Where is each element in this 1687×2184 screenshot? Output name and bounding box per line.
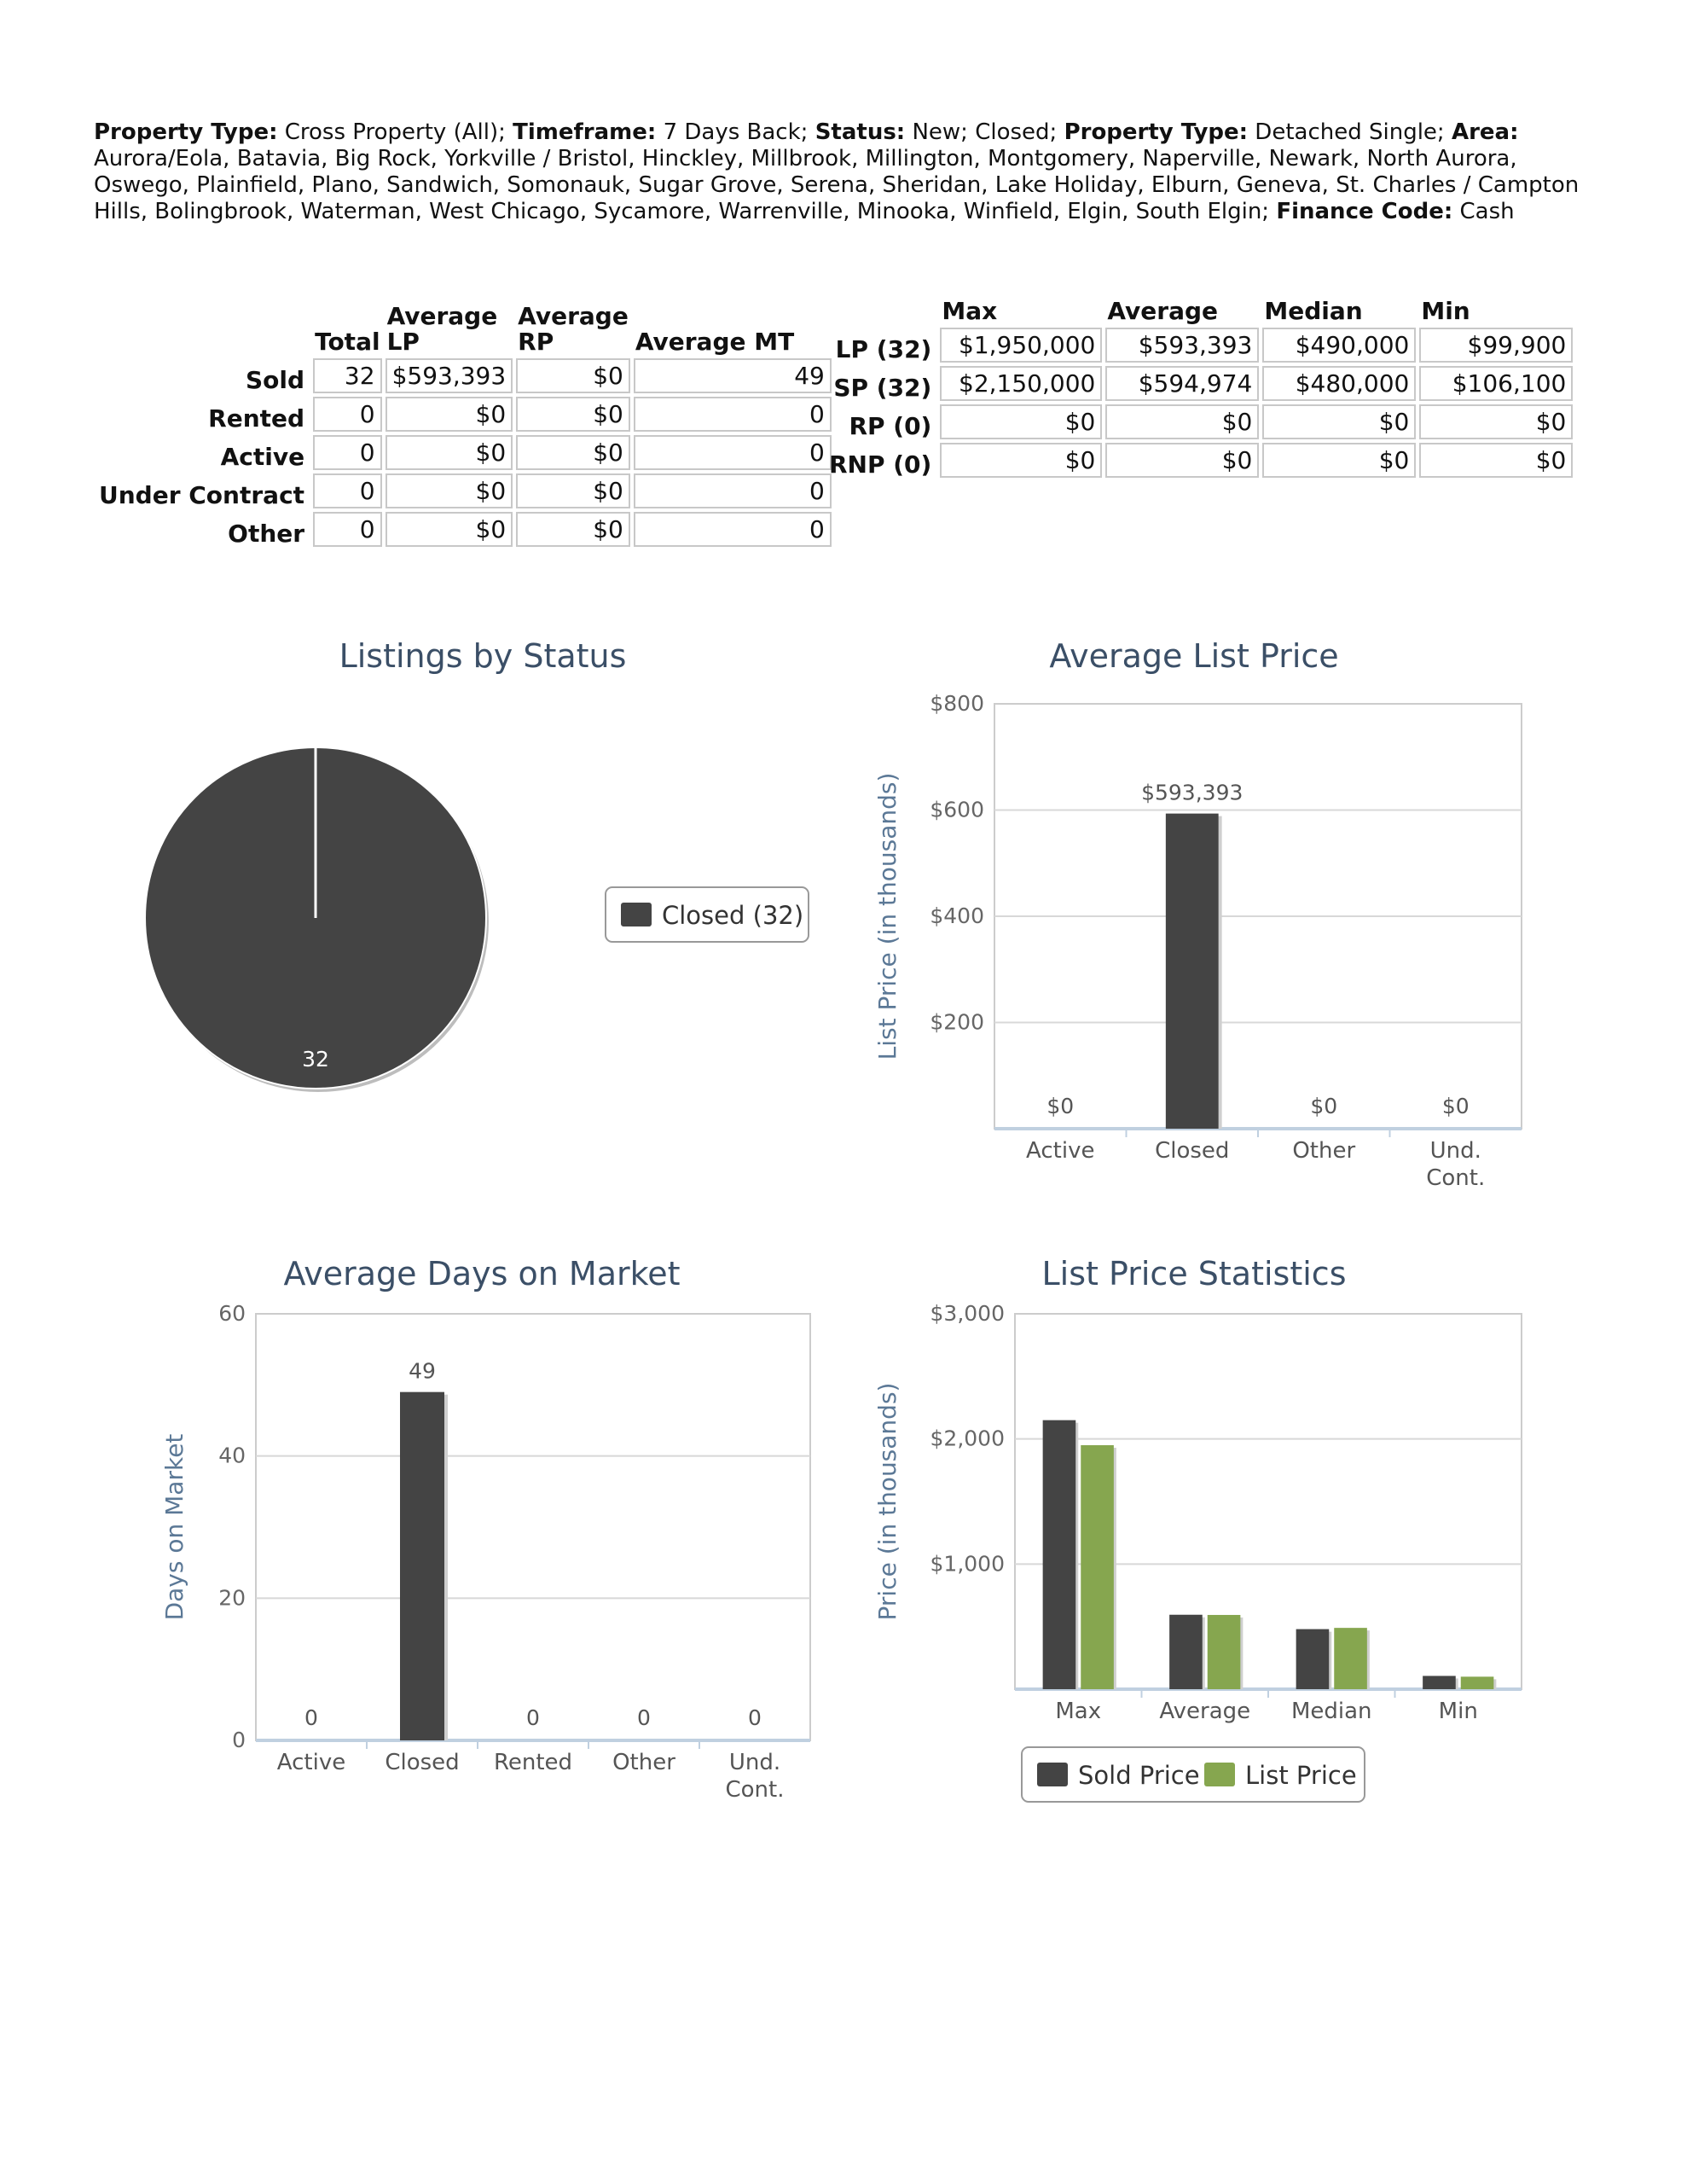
y-tick-label: 20 (218, 1585, 246, 1611)
listings-by-status-chart (119, 631, 836, 1109)
criteria-value: Cross Property (All); (277, 119, 513, 145)
table-cell: $0 (386, 512, 513, 547)
legend-swatch (1037, 1763, 1068, 1786)
table-row (97, 435, 832, 470)
y-tick-label: $600 (930, 797, 984, 822)
x-tick-label: Min (1438, 1699, 1478, 1724)
y-tick-label: $200 (930, 1009, 984, 1035)
bar-list-price (1208, 1615, 1241, 1689)
column-header: Average MT (635, 328, 795, 356)
x-tick-label: Und. Cont. (1426, 1138, 1486, 1191)
data-label: 49 (409, 1358, 436, 1384)
table-cell: $0 (1105, 404, 1259, 439)
criteria-label: Timeframe: (513, 119, 657, 145)
table-row (827, 443, 1573, 478)
bar-list-price (1081, 1445, 1114, 1689)
x-tick-label: Other (612, 1750, 675, 1775)
chart-title: List Price Statistics (1041, 1255, 1347, 1292)
y-tick-label: 0 (232, 1728, 246, 1752)
table-cell: 0 (313, 397, 382, 432)
table-cell: $0 (1419, 443, 1573, 478)
x-tick-label: Active (276, 1750, 346, 1775)
table-cell: 49 (634, 358, 832, 393)
table-cell: 0 (634, 473, 832, 508)
criteria-value: Cash (1452, 199, 1515, 224)
table-row (827, 366, 1573, 401)
data-label: 0 (748, 1705, 762, 1730)
data-label: $593,393 (1141, 780, 1244, 805)
table-cell: $0 (516, 512, 630, 547)
column-header: Max (942, 297, 998, 325)
row-header: Under Contract (99, 481, 305, 509)
y-tick-label: $1,000 (930, 1551, 1005, 1577)
bar (400, 1392, 444, 1740)
table-row (97, 473, 832, 508)
bar-sold-price (1169, 1615, 1203, 1689)
row-header: Active (220, 443, 305, 471)
data-label: 0 (526, 1705, 540, 1730)
chart-title: Listings by Status (339, 637, 627, 675)
table-cell: 0 (313, 473, 382, 508)
table-cell: $593,393 (386, 358, 513, 393)
row-header: LP (32) (835, 335, 932, 363)
row-header: Rented (208, 404, 305, 433)
table-row (827, 404, 1573, 439)
bar-list-price (1334, 1628, 1367, 1689)
table-cell: $0 (516, 358, 630, 393)
table-cell: $1,950,000 (940, 328, 1102, 363)
y-axis-title: Price (in thousands) (873, 1382, 901, 1621)
table-cell: $0 (516, 473, 630, 508)
y-axis-title: List Price (in thousands) (873, 772, 901, 1060)
table-cell: 0 (634, 397, 832, 432)
row-header: RP (0) (849, 412, 932, 440)
criteria-value: Aurora/Eola, Batavia, Big Rock, Yorkville / Bristol, Hinckley, Millbrook, Millington, Montgomery, Naperville, Newark, North Aurora, Oswego, Plainfield, Plano, Sandwich, Somonauk, Sugar Grove, Serena, Sheridan, Lake Holiday, Elburn, Geneva, St. Charles / Campton Hills, Bolingbrook, Waterman, West Chicago, Sycamore, Warrenville, Minooka, Winfield, Elgin, South Elgin; (94, 146, 1580, 224)
table-cell: 0 (313, 512, 382, 547)
x-tick-label: Closed (1155, 1138, 1230, 1164)
table-cell: $0 (386, 473, 513, 508)
x-tick-label: Max (1055, 1699, 1102, 1724)
table-cell: $0 (940, 404, 1102, 439)
criteria-value: 7 Days Back; (656, 119, 815, 145)
table-cell: $0 (1262, 443, 1416, 478)
column-header (97, 304, 310, 355)
data-label: 0 (304, 1705, 318, 1730)
legend-label: Closed (32) (662, 901, 804, 930)
chart-title: Average List Price (1049, 637, 1339, 675)
table-cell: 0 (634, 435, 832, 470)
data-label: $0 (1441, 1094, 1470, 1118)
column-header: Total (315, 328, 380, 356)
data-label: 0 (637, 1705, 651, 1730)
status-summary-table (94, 300, 835, 550)
y-tick-label: $3,000 (930, 1301, 1005, 1326)
average-list-price-chart (853, 631, 1552, 1194)
column-header (827, 299, 936, 324)
data-label: $0 (1310, 1094, 1338, 1118)
row-header: Sold (246, 366, 305, 394)
y-axis-title: Days on Market (160, 1433, 188, 1621)
price-summary-table (824, 295, 1576, 481)
table-cell: $2,150,000 (940, 366, 1102, 401)
pie-slice-label: 32 (302, 1047, 329, 1072)
bar-sold-price (1296, 1629, 1330, 1689)
data-label: $0 (1046, 1094, 1075, 1118)
criteria-label: Finance Code: (1276, 199, 1453, 224)
table-cell: 32 (313, 358, 382, 393)
criteria-label: Status: (815, 119, 906, 145)
list-price-statistics-chart (853, 1246, 1552, 1809)
y-tick-label: 40 (218, 1443, 246, 1468)
table-cell: $0 (1105, 443, 1259, 478)
y-tick-label: $400 (930, 903, 984, 928)
table-cell: $480,000 (1262, 366, 1416, 401)
bar-sold-price (1423, 1676, 1456, 1689)
legend-label: List Price (1245, 1761, 1357, 1790)
criteria-value: New; Closed; (905, 119, 1064, 145)
row-header: RNP (0) (829, 450, 932, 479)
row-header: SP (32) (833, 374, 932, 402)
table-cell: $0 (386, 397, 513, 432)
table-cell: $99,900 (1419, 328, 1573, 363)
plot-frame (256, 1314, 810, 1740)
table-cell: $106,100 (1419, 366, 1573, 401)
x-tick-label: Active (1026, 1138, 1095, 1164)
column-header: Average LP (386, 302, 498, 356)
column-header: Average (1107, 297, 1218, 325)
table-cell: $594,974 (1105, 366, 1259, 401)
table-cell: $0 (516, 435, 630, 470)
legend-swatch (621, 903, 652, 926)
bar (1166, 814, 1219, 1129)
table-cell: $593,393 (1105, 328, 1259, 363)
search-criteria (94, 119, 1595, 225)
column-header: Min (1421, 297, 1470, 325)
table-cell: 0 (634, 512, 832, 547)
criteria-label: Property Type: (94, 119, 278, 145)
chart-title: Average Days on Market (283, 1255, 681, 1292)
table-cell: $0 (516, 397, 630, 432)
y-tick-label: $2,000 (930, 1426, 1005, 1451)
table-cell: $0 (386, 435, 513, 470)
bar-list-price (1461, 1676, 1494, 1689)
table-row (97, 358, 832, 393)
x-tick-label: Closed (385, 1750, 460, 1775)
x-tick-label: Median (1290, 1699, 1372, 1724)
table-cell: $0 (1262, 404, 1416, 439)
y-tick-label: 60 (218, 1301, 246, 1326)
table-cell: $490,000 (1262, 328, 1416, 363)
criteria-label: Property Type: (1064, 119, 1249, 145)
table-row (97, 397, 832, 432)
column-header: Median (1264, 297, 1363, 325)
criteria-value: Detached Single; (1248, 119, 1452, 145)
table-row (827, 328, 1573, 363)
row-header: Other (228, 520, 305, 548)
y-tick-label: $800 (930, 691, 984, 716)
legend-swatch (1204, 1763, 1235, 1786)
x-tick-label: Average (1159, 1699, 1251, 1724)
table-cell: $0 (1419, 404, 1573, 439)
table-row (97, 512, 832, 547)
criteria-label: Area: (1451, 119, 1519, 145)
x-tick-label: Und. Cont. (725, 1750, 785, 1803)
average-days-on-market-chart (154, 1246, 836, 1809)
x-tick-label: Rented (493, 1750, 573, 1775)
table-cell: $0 (940, 443, 1102, 478)
bar-sold-price (1043, 1420, 1076, 1689)
column-header: Average RP (518, 302, 629, 356)
x-tick-label: Other (1292, 1138, 1356, 1164)
legend-label: Sold Price (1078, 1761, 1200, 1790)
table-cell: 0 (313, 435, 382, 470)
